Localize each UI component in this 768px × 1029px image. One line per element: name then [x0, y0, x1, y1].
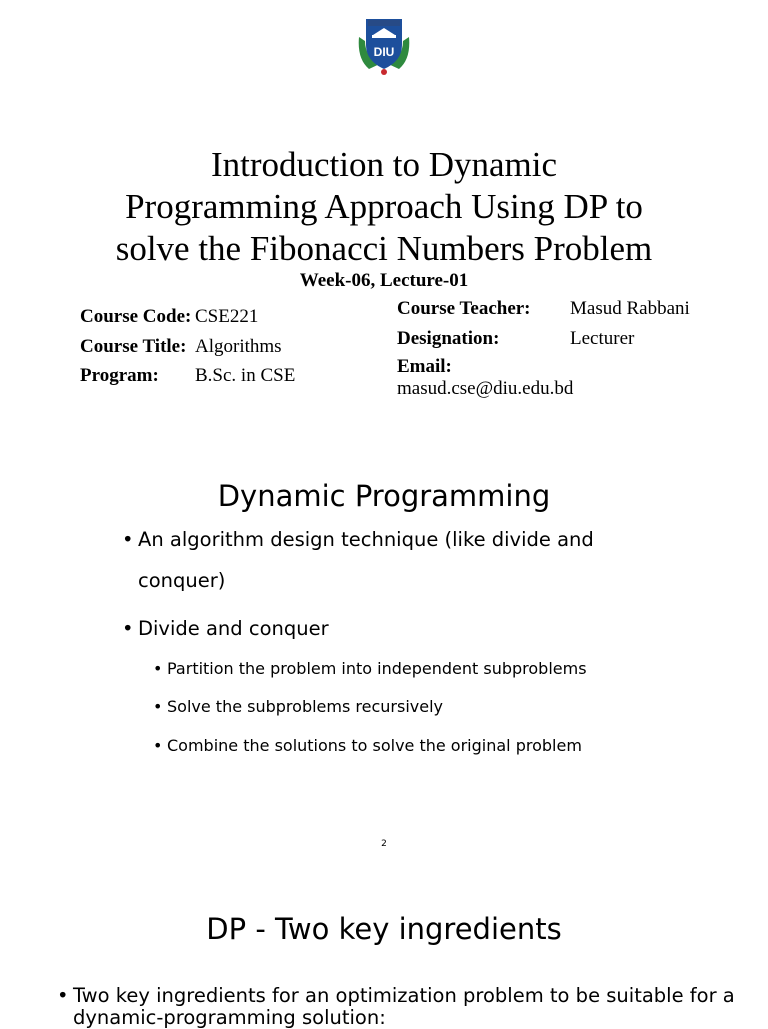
email-value: masud.cse@diu.edu.bd	[397, 378, 574, 399]
bullet-text-2: Divide and conquer	[138, 617, 329, 640]
page-number: 2	[381, 839, 387, 849]
bullet-icon: •	[122, 528, 134, 551]
logo-text: DIU	[373, 45, 395, 59]
course-title-label: Course Title:	[80, 336, 187, 357]
designation-label: Designation:	[397, 328, 500, 349]
sub-bullet-text-1: Partition the problem into independent subproblems	[167, 659, 587, 678]
bullet-text-ingredients-line-1: Two key ingredients for an optimization problem to be suitable for a	[73, 984, 735, 1007]
lecture-title	[84, 144, 684, 270]
sub-bullet-icon: •	[153, 736, 163, 755]
course-code-label: Course Code:	[80, 306, 192, 327]
title-line-3: solve the Fibonacci Numbers Problem	[115, 229, 653, 268]
week-lecture-label: Week-06, Lecture-01	[299, 270, 469, 291]
slide-heading-two-key-ingredients: DP - Two key ingredients	[206, 912, 562, 946]
course-code-value: CSE221	[195, 306, 259, 327]
course-title-value: Algorithms	[195, 336, 282, 357]
sub-bullet-text-2: Solve the subproblems recursively	[167, 697, 443, 716]
teacher-value: Masud Rabbani	[570, 298, 690, 319]
bullet-text-1-line-1: An algorithm design technique (like divide and	[138, 528, 594, 551]
sub-bullet-icon: •	[153, 659, 163, 678]
slide-heading-dynamic-programming: Dynamic Programming	[217, 479, 551, 513]
sub-bullet-icon: •	[153, 697, 163, 716]
title-line-2: Programming Approach Using DP to	[125, 187, 643, 226]
title-line-1: Introduction to Dynamic	[210, 145, 558, 184]
bullet-text-1-line-2: conquer)	[138, 569, 226, 592]
bullet-icon: •	[122, 617, 134, 640]
bullet-text-ingredients-line-2: dynamic-programming solution:	[73, 1006, 386, 1029]
bullet-icon: •	[57, 984, 69, 1007]
program-value: B.Sc. in CSE	[195, 365, 296, 386]
university-logo	[353, 15, 415, 77]
sub-bullet-text-3: Combine the solutions to solve the original problem	[167, 736, 582, 755]
email-label: Email:	[397, 356, 452, 377]
designation-value: Lecturer	[570, 328, 635, 349]
teacher-label: Course Teacher:	[397, 298, 531, 319]
program-label: Program:	[80, 365, 159, 386]
